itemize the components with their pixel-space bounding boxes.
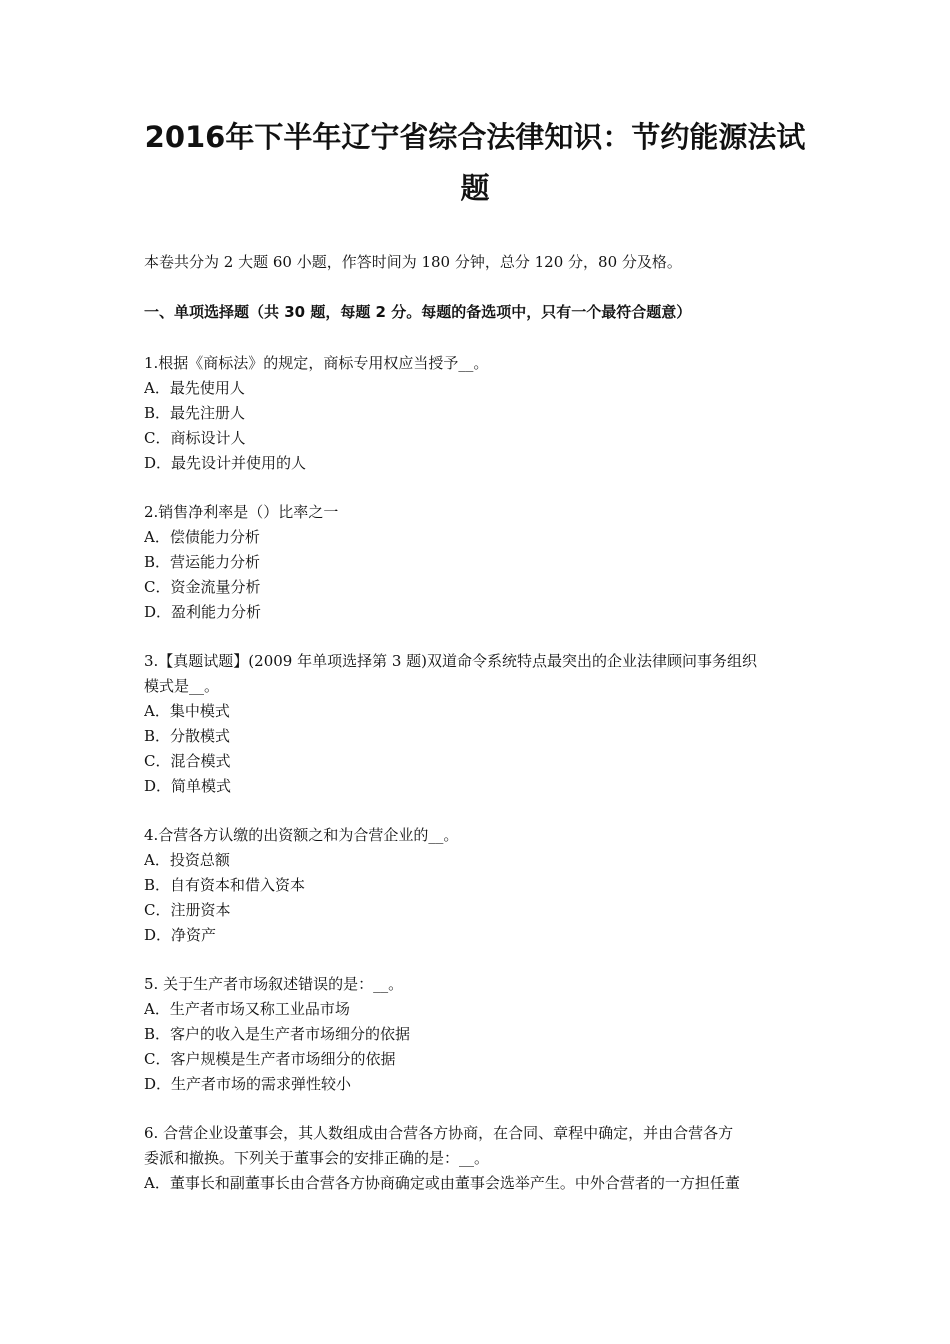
option-d: D．简单模式 <box>144 777 232 795</box>
option-c: C．资金流量分析 <box>144 578 261 596</box>
question-stem: 5. 关于生产者市场叙述错误的是：__。 <box>144 975 404 993</box>
question-6 <box>144 1121 824 1196</box>
question-stem-continued: 委派和撤换。下列关于董事会的安排正确的是：__。 <box>144 1149 490 1167</box>
option-a: A．集中模式 <box>144 702 230 720</box>
question-3 <box>144 649 824 799</box>
question-stem-continued: 模式是__。 <box>144 677 220 695</box>
section-heading: 一、单项选择题（共 30 题，每题 2 分。每题的备选项中，只有一个最符合题意） <box>144 303 692 321</box>
question-2 <box>144 500 824 625</box>
option-d: D．生产者市场的需求弹性较小 <box>144 1075 352 1093</box>
option-a: A．生产者市场又称工业品市场 <box>144 1000 350 1018</box>
option-a: A．董事长和副董事长由合营各方协商确定或由董事会选举产生。中外合营者的一方担任董 <box>144 1174 740 1192</box>
option-a: A．最先使用人 <box>144 379 245 397</box>
question-stem: 1.根据《商标法》的规定，商标专用权应当授予__。 <box>144 354 489 372</box>
option-b: B．自有资本和借入资本 <box>144 876 306 894</box>
question-1 <box>144 351 824 476</box>
document-title <box>120 112 830 214</box>
option-c: C．混合模式 <box>144 752 231 770</box>
title-line-1: 2016年下半年辽宁省综合法律知识：节约能源法试 <box>144 120 806 154</box>
question-list <box>144 351 824 1220</box>
option-c: C．客户规模是生产者市场细分的依据 <box>144 1050 396 1068</box>
option-b: B．最先注册人 <box>144 404 246 422</box>
option-b: B．客户的收入是生产者市场细分的依据 <box>144 1025 411 1043</box>
option-d: D．最先设计并使用的人 <box>144 454 307 472</box>
question-stem: 4.合营各方认缴的出资额之和为合营企业的__。 <box>144 826 459 844</box>
option-a: A．投资总额 <box>144 851 230 869</box>
option-d: D．净资产 <box>144 926 217 944</box>
question-stem: 3.【真题试题】(2009 年单项选择第 3 题)双道命令系统特点最突出的企业法律顾问事务组织 <box>144 652 758 670</box>
option-d: D．盈利能力分析 <box>144 603 262 621</box>
option-b: B．分散模式 <box>144 727 231 745</box>
question-stem: 2.销售净利率是（）比率之一 <box>144 503 339 521</box>
exam-intro: 本卷共分为 2 大题 60 小题，作答时间为 180 分钟，总分 120 分，80 分及格。 <box>144 253 682 271</box>
option-c: C．注册资本 <box>144 901 231 919</box>
option-b: B．营运能力分析 <box>144 553 261 571</box>
title-line-2: 题 <box>460 171 490 205</box>
question-4 <box>144 823 824 948</box>
option-a: A．偿债能力分析 <box>144 528 260 546</box>
question-5 <box>144 972 824 1097</box>
question-stem: 6. 合营企业设董事会，其人数组成由合营各方协商，在合同、章程中确定，并由合营各方 <box>144 1124 734 1142</box>
option-c: C．商标设计人 <box>144 429 246 447</box>
